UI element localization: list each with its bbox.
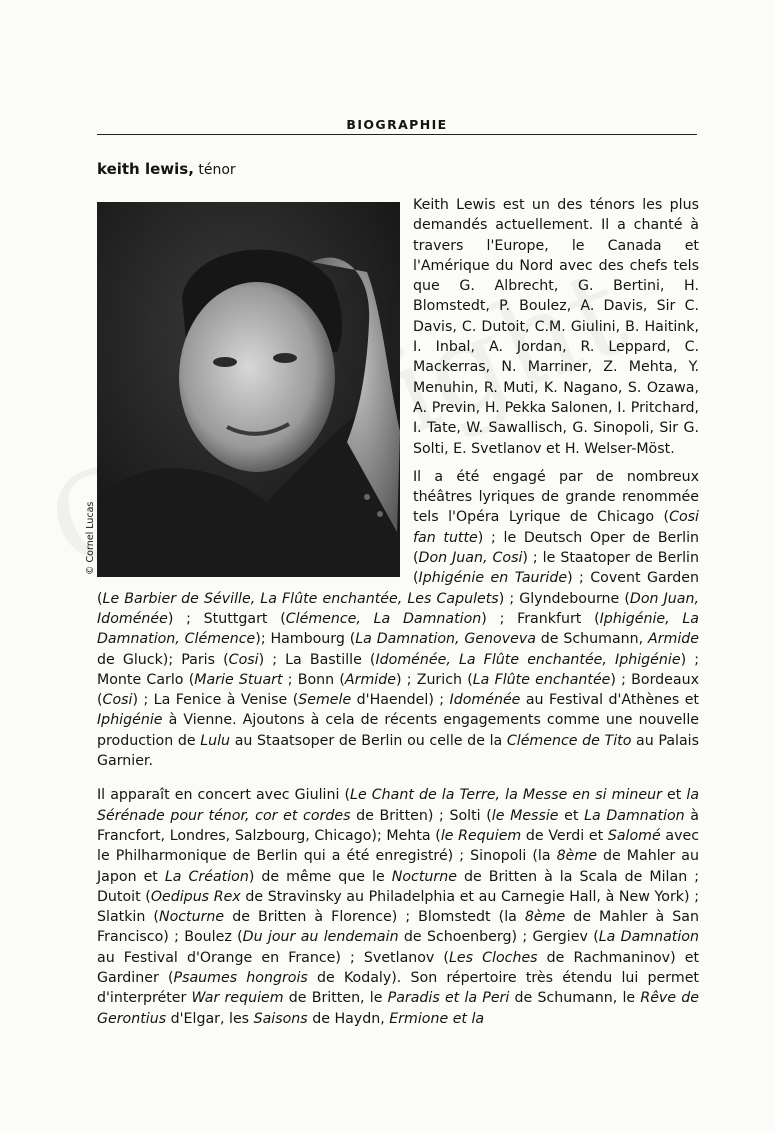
work-title: Nocturne [158,909,225,926]
bio-text: à Francfort, Londres, Salzbourg, Chicago); Mehta ( [97,807,699,844]
work-title: le Requiem [440,827,522,844]
bio-text: au Staatsoper de Berlin ou celle de la [230,732,507,749]
bio-text: de Gluck); Paris ( [97,651,229,668]
work-title: Armide [647,631,700,648]
artist-voice: ténor [198,162,236,178]
work-title: Cosi [102,692,133,709]
work-title: Psaumes hongrois [173,969,308,986]
bio-text: de Schoenberg) ; Gergiev ( [398,929,599,946]
work-title: Cosi fan tutte [413,509,699,546]
bio-text: ) ; le Deutsch Oper de Berlin ( [413,529,699,567]
work-title: Don Juan, Idoménée [97,590,699,627]
work-title: Le Barbier de Séville, La Flûte enchantée, Les Capulets [102,590,499,607]
bio-text: Keith Lewis est un des ténors les plus demandés actuellement. Il a chanté à travers l'Europe, le Canada et l'Amérique du Nord avec des chefs tels que G. Albrecht, G. Bertini, H. Blomstedt, P. Boulez, A. Davis, Sir C. Davis, C. Dutoit, C.M. Giulini, B. Haitink, I. Inbal, A. Jordan, R. Leppard, C. Mackerras, N. Marriner, Z. Mehta, Y. Menuhin, R. Muti, K. Nagano, S. Ozawa, A. Previn, H. Pekka Salonen, I. Pritchard, I. Tate, W. Sawallisch, G. Sinopoli, Sir G. Solti, E. Svetlanov et H. Welser-Möst. [413,197,699,457]
photo-credit: © Cornel Lucas [85,501,96,575]
section-header: BIOGRAPHIE [346,117,448,132]
work-title: Rêve de Gerontius [97,990,699,1027]
work-title: Salomé [607,827,661,844]
bio-text: de Mahler au Japon et [97,848,699,885]
bio-text: avec le Philharmonique de Berlin qui a été enregistré) ; Sinopoli (la [97,827,699,865]
bio-text: Il apparaît en concert avec Giulini ( [97,787,351,804]
bio-text: au Festival d'Orange en France) ; Svetlanov ( [97,949,449,966]
work-title: Les Cloches [448,949,538,966]
work-title: Clémence de Tito [506,732,632,749]
bio-text: ) ; Bordeaux ( [97,671,699,709]
bio-text: et [661,787,687,804]
biography-text [97,195,699,1029]
work-title: Paradis et la Peri [387,990,510,1007]
work-title: Idoménée, La Flûte enchantée, Iphigénie [375,651,681,668]
bio-text: d'Haendel) ; [351,692,450,709]
bio-text: à Vienne. Ajoutons à cela de récents engagements comme une nouvelle production de [97,712,699,749]
bio-text: ) ; Stuttgart ( [167,610,286,627]
bio-text: de Kodaly). Son répertoire très étendu lui permet d'interpréter [97,969,699,1007]
bio-text: ; Bonn ( [282,671,345,688]
bio-text: ) ; Monte Carlo ( [97,651,699,688]
artist-heading [97,160,236,178]
bio-text: de Schumann, le [509,990,641,1007]
work-title: Iphigénie [97,712,163,729]
work-title: La Damnation [598,929,699,946]
bio-text: de Haydn, [307,1010,390,1027]
work-title: Cosi [228,651,259,668]
bio-text: de Britten, le [283,990,388,1007]
work-title: Idoménée [449,692,521,709]
bio-text: ) ; Glyndebourne ( [498,590,630,607]
work-title: Oedipus Rex [150,888,241,905]
work-title: La Création [164,868,249,885]
header-divider [97,134,697,135]
bio-text: au Palais Garnier. [97,732,699,770]
photo-wrap-spacer [97,195,413,572]
bio-text: ) ; Covent Garden ( [97,570,699,607]
bio-text: de Stravinsky au Philadelphia et au Carnegie Hall, à New York) ; Slatkin ( [97,888,699,926]
bio-text: ) ; La Bastille ( [258,651,376,668]
bio-text: de Schumann, [535,631,648,648]
work-title: la Sérénade pour ténor, cor et cordes [97,787,700,824]
bio-text: ) ; Zurich ( [395,671,473,688]
bio-text: ) ; La Fenice à Venise ( [132,692,299,709]
work-title: Iphigénie en Tauride [418,570,568,587]
bio-text: ); Hambourg ( [255,631,356,648]
bio-text: de Britten à Florence) ; Blomstedt (la [224,909,525,926]
artist-name: keith lewis, [97,160,194,178]
bio-text: ) ; Frankfurt ( [481,610,600,627]
work-title: Iphigénie, La Damnation, Clémence [97,610,699,648]
bio-text: Il a été engagé par de nombreux théâtres lyriques de grande renommée tels l'Opéra Lyrique de Chicago ( [413,468,699,526]
work-title: Saisons [253,1010,308,1027]
work-title: Don Juan, Cosi [418,550,523,567]
work-title: La Flûte enchantée [472,671,611,688]
work-title: Du jour au lendemain [242,929,399,946]
work-title: La Damnation, Genoveva [355,631,536,648]
work-title: Nocturne [391,868,457,885]
work-title: Lulu [200,732,231,749]
bio-text: de Mahler à San Francisco) ; Boulez ( [97,909,699,946]
work-title: Le Chant de la Terre, la Messe en si mineur [350,787,662,804]
work-title: Clémence, La Damnation [285,610,482,627]
bio-text: d'Elgar, les [166,1010,254,1027]
work-title: La Damnation [584,807,685,824]
bio-text: ) ; le Staatoper de Berlin ( [413,550,699,587]
bio-text: de Britten) ; Solti ( [350,807,492,824]
work-title: Armide [344,671,396,688]
work-title: Semele [298,692,352,709]
work-title: 8ème [556,848,597,865]
bio-text: ) de même que le [248,868,392,885]
work-title: Ermione et la [389,1010,485,1027]
work-title: Marie Stuart [194,671,283,688]
bio-paragraph-3 [97,785,699,1029]
work-title: War requiem [191,990,284,1007]
bio-text: de Britten à la Scala de Milan ; Dutoit ( [97,868,699,905]
bio-text: et [558,807,585,824]
bio-text: au Festival d'Athènes et [520,692,699,709]
bio-text: de Verdi et [521,827,608,844]
bio-text: de Rachmaninov) et Gardiner ( [97,949,700,986]
work-title: le Messie [491,807,559,824]
work-title: 8ème [524,909,566,926]
